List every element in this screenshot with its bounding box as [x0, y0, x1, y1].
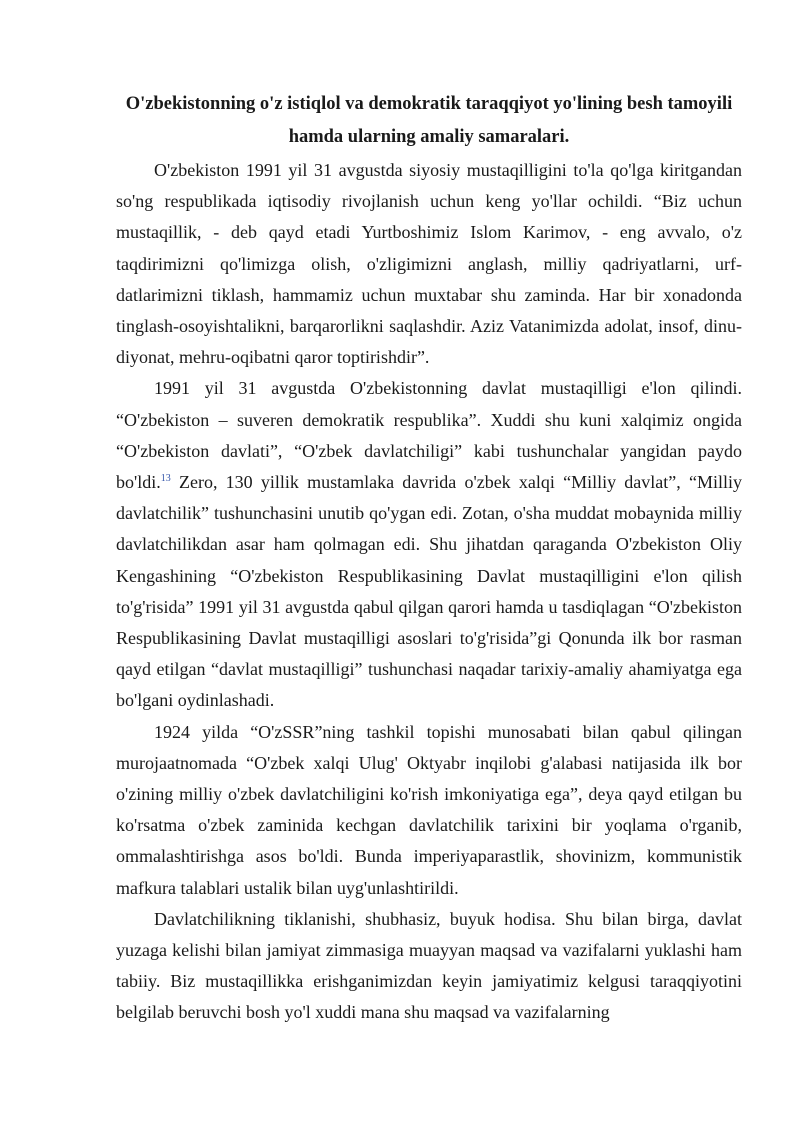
title-line-1: O'zbekistonning o'z istiqlol va demokratik taraqqiyot yo'lining besh tamoyili — [125, 94, 733, 114]
title-line-2: hamda ularning amaliy samaralari. — [288, 126, 570, 147]
paragraph-2 — [116, 373, 742, 716]
paragraph-1: O'zbekiston 1991 yil 31 avgustda siyosiy mustaqilligini to'la qo'lga kiritgandan so'ng respublikada iqtisodiy rivojlanish uchun keng yo'llar ochildi. “Biz uchun mustaqillik, - deb qayd etadi Yurtboshimiz Islom Karimov, - eng avvalo, o'z taqdirimizni qo'limizga olish, o'zligimizni anglash, milliy qadriyatlarni, urf- datlarimizni tiklash, hammamiz uchun muxtabar shu zaminda. Har bir xonadonda tinglash-osoyishtalikni, barqarorlikni saqlashdir. Aziz Vatanimizda adolat, insof, dinu-diyonat, mehru-oqibatni qaror toptirishdir”. — [116, 160, 742, 368]
paragraph-4: Davlatchilikning tiklanishi, shubhasiz, buyuk hodisa. Shu bilan birga, davlat yuzaga kelishi bilan jamiyat zimmasiga muayyan maqsad va vazifalarni yuklashi ham tabiiy. Biz mustaqillikka erishganimizdan keyin jamiyatimiz kelgusi taraqqiyotini belgilab beruvchi bosh yo'l xuddi mana shu maqsad va vazifalarning — [116, 908, 742, 1023]
paragraph-3: 1924 yilda “O'zSSR”ning tashkil topishi munosabati bilan qabul qilingan murojaatnomada “O'zbek xalqi Ulug' Oktyabr inqilobi g'alabasi natijasida ilk bor o'zining milliy o'zbek davlatchiligini ko'rish imkoniyatiga ega”, deya qayd etilgan bu ko'rsatma o'zbek zaminida kechgan davlatchilik tarixini bir yoqlama o'rganib, ommalashtirishga asos bo'ldi. Bunda imperiyaparastlik, shovinizm, kommunistik mafkura talablari ustalik bilan uyg'unlashtirildi. — [116, 721, 742, 898]
document-page — [116, 88, 742, 1029]
paragraph-2-text-a: 1991 yil 31 avgustda O'zbekistonning davlat mustaqilligi e'lon qilindi. “O'zbekiston – suveren demokratik respublika”. Xuddi shu kuni xalqimiz ongida “O'zbekiston davlati”, “O'zbek davlatchiligi” kabi tushunchalar yangidan paydo bo'ldi. — [116, 378, 742, 493]
document-title — [116, 88, 742, 153]
footnote-reference[interactable]: 13 — [160, 473, 171, 485]
paragraph-2-text-b: Zero, 130 yillik mustamlaka davrida o'zbek xalqi “Milliy davlat”, “Milliy davlatchilik” tushunchasini unutib qo'ygan edi. Zotan, o'sha muddat mobaynida milliy davlatchilikdan asar ham qolmagan edi. Shu jihatdan qaraganda O'zbekiston Oliy Kengashining “O'zbekiston Respublikasining Davlat mustaqilligini e'lon qilish to'g'risida” 1991 yil 31 avgustda qabul qilgan qarori hamda u tasdiqlagan “O'zbekiston Respublikasining Davlat mustaqilligi asoslari to'g'risida”gi Qonunda ilk bor rasman qayd etilgan “davlat mustaqilligi” tushunchasi naqadar tarixiy-amaliy ahamiyatga ega bo'lgani oydinlashadi. — [116, 472, 742, 711]
